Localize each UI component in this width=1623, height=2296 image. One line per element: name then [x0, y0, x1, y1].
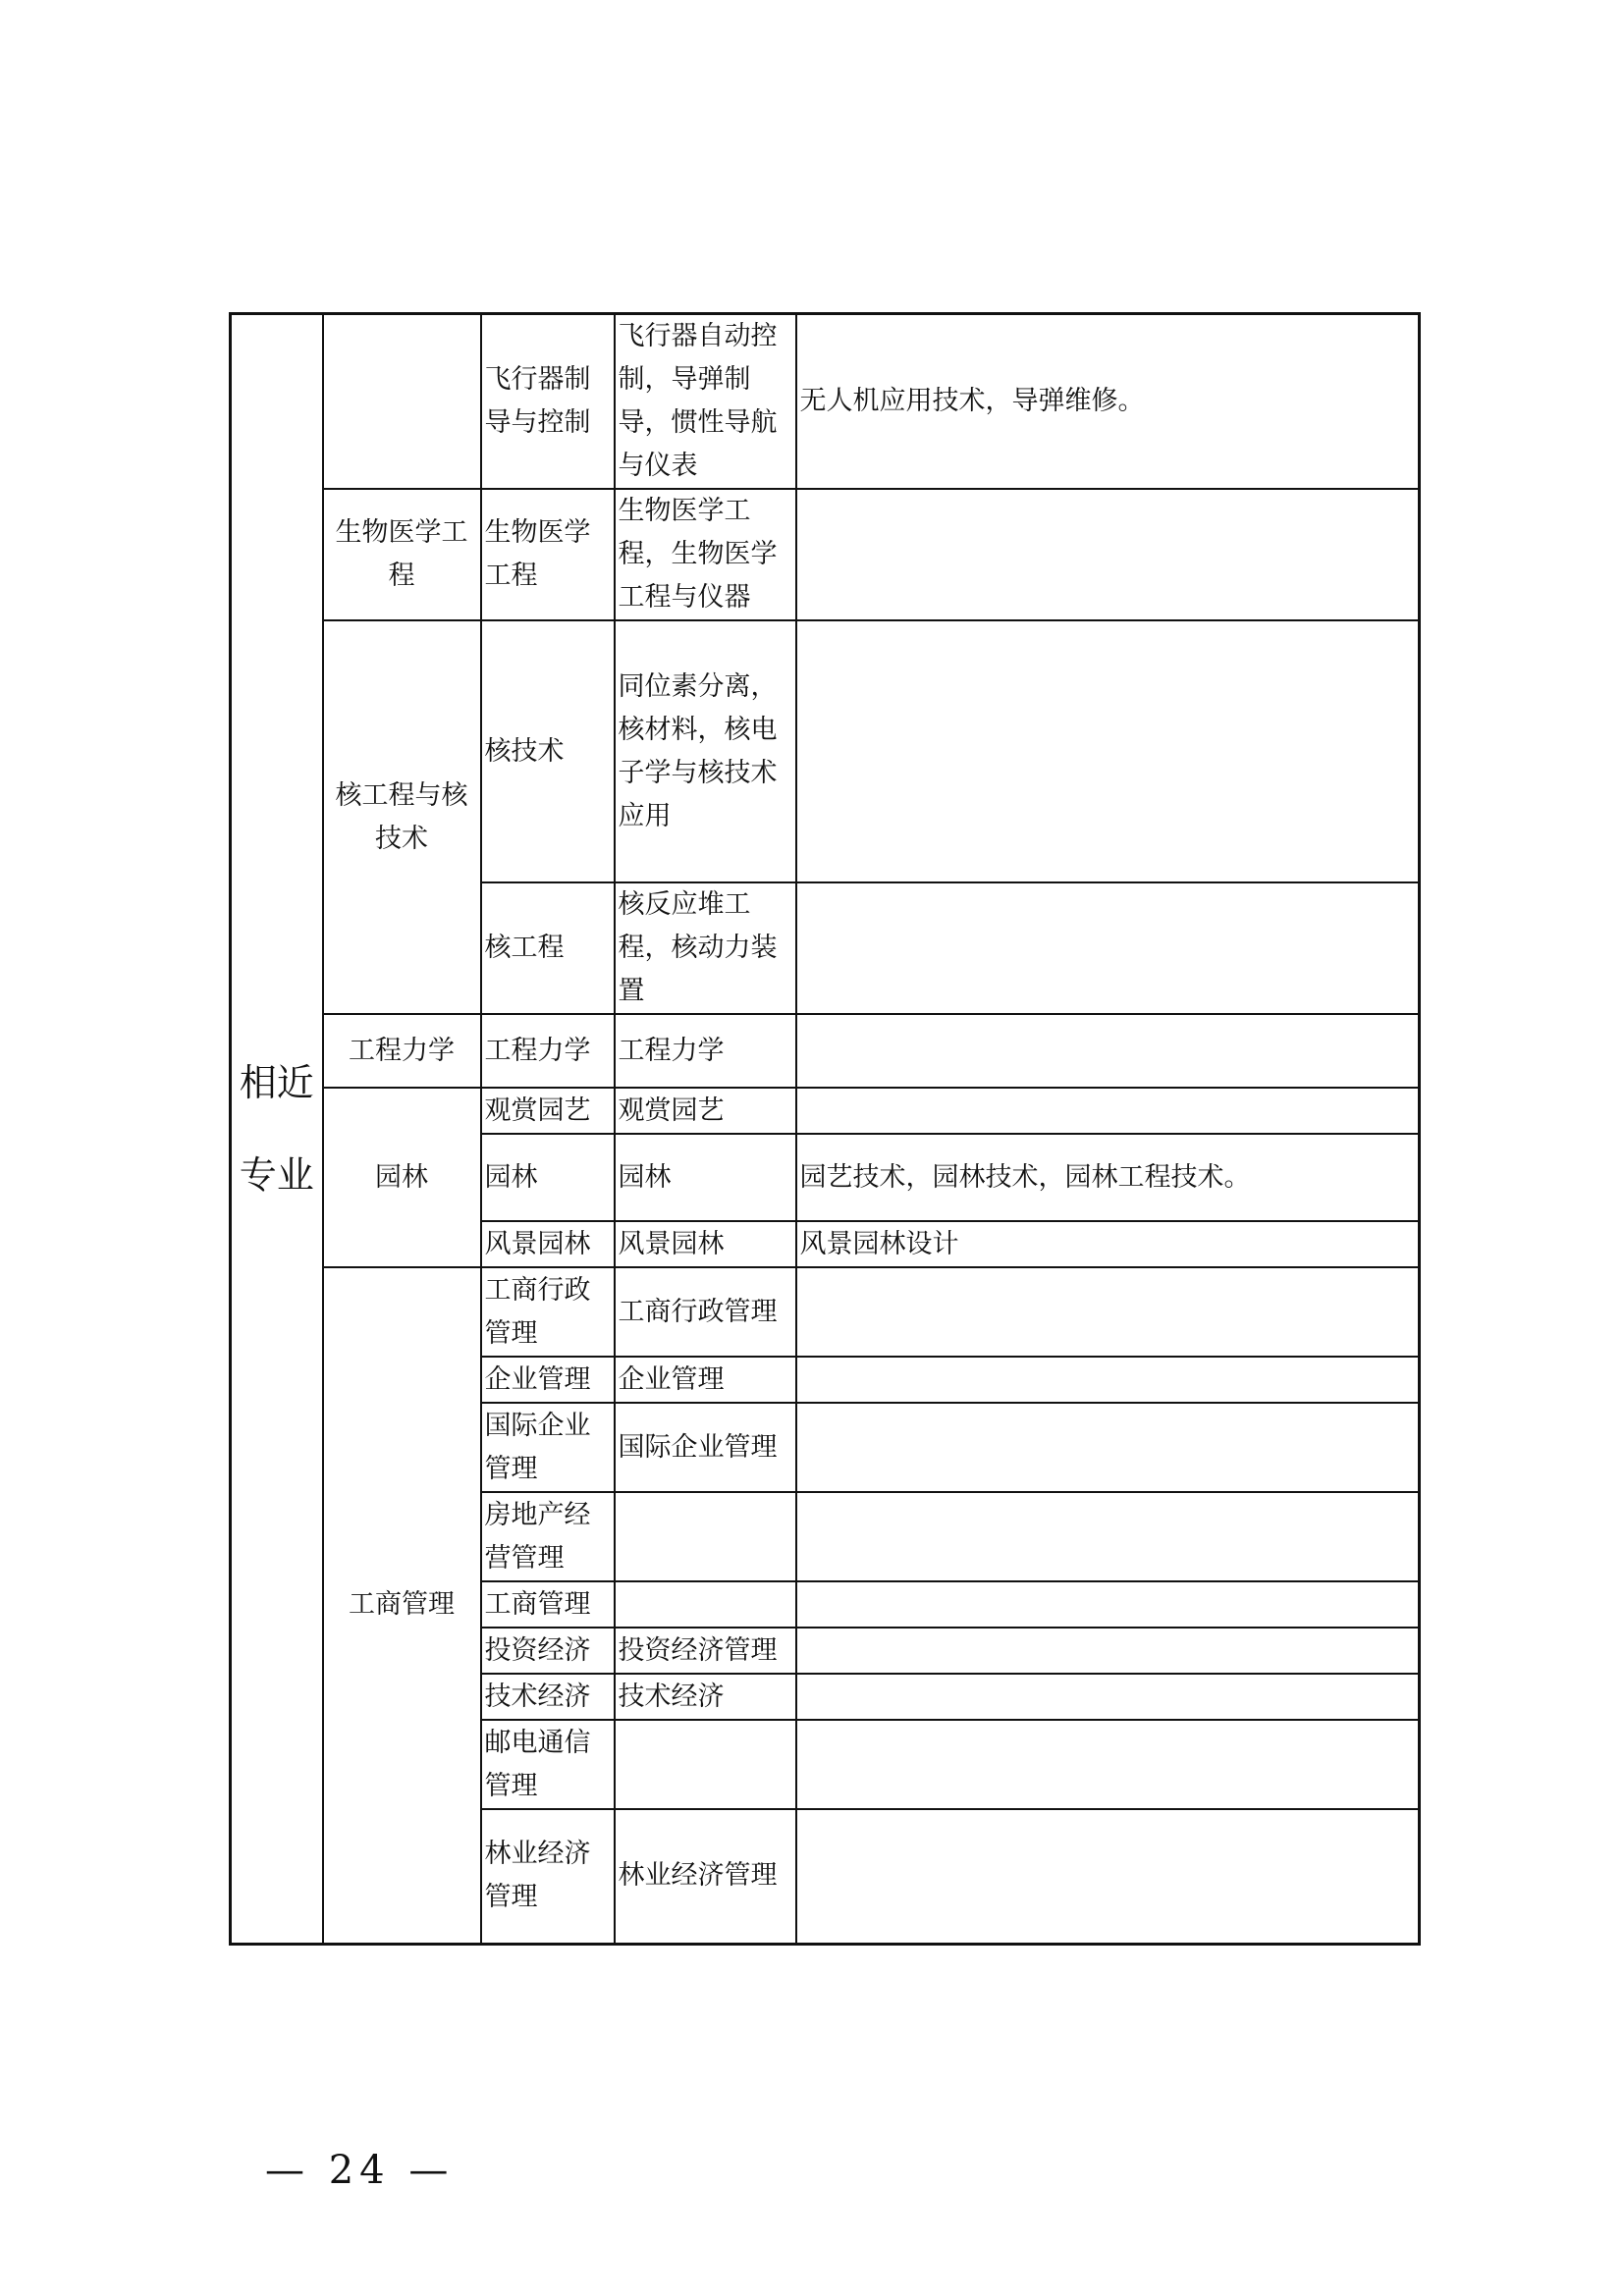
table-row	[231, 314, 1420, 490]
table-row	[231, 620, 1420, 882]
direction-cell: 观赏园艺	[615, 1088, 796, 1134]
related-cell	[796, 1014, 1420, 1088]
table-row	[231, 489, 1420, 620]
direction-cell	[615, 1581, 796, 1628]
subject-cell: 技术经济	[481, 1674, 615, 1720]
related-cell	[796, 489, 1420, 620]
category-cell: 相近专业	[231, 314, 323, 1945]
related-cell	[796, 1628, 1420, 1674]
major-cell: 园林	[323, 1088, 481, 1267]
related-cell	[796, 1088, 1420, 1134]
subject-cell: 园林	[481, 1134, 615, 1221]
subject-cell: 工商行政管理	[481, 1267, 615, 1357]
direction-cell: 工商行政管理	[615, 1267, 796, 1357]
direction-cell: 园林	[615, 1134, 796, 1221]
major-cell	[323, 314, 481, 490]
related-cell: 园艺技术，园林技术，园林工程技术。	[796, 1134, 1420, 1221]
subject-cell: 工程力学	[481, 1014, 615, 1088]
subject-cell: 核工程	[481, 882, 615, 1014]
subject-cell: 房地产经营管理	[481, 1492, 615, 1581]
direction-cell: 飞行器自动控制，导弹制导，惯性导航与仪表	[615, 314, 796, 490]
major-cell: 工程力学	[323, 1014, 481, 1088]
table-row	[231, 1267, 1420, 1357]
subject-cell: 邮电通信管理	[481, 1720, 615, 1809]
subject-cell: 风景园林	[481, 1221, 615, 1267]
subject-cell: 工商管理	[481, 1581, 615, 1628]
direction-cell: 林业经济管理	[615, 1809, 796, 1944]
subject-cell: 林业经济管理	[481, 1809, 615, 1944]
direction-cell: 企业管理	[615, 1357, 796, 1403]
subject-cell: 投资经济	[481, 1628, 615, 1674]
major-cell: 核工程与核技术	[323, 620, 481, 1014]
related-cell: 无人机应用技术，导弹维修。	[796, 314, 1420, 490]
page-number: — 24 —	[265, 2148, 455, 2193]
direction-cell: 风景园林	[615, 1221, 796, 1267]
direction-cell: 生物医学工程，生物医学工程与仪器	[615, 489, 796, 620]
related-cell	[796, 1403, 1420, 1492]
table-row	[231, 1088, 1420, 1134]
related-cell	[796, 620, 1420, 882]
subject-cell: 企业管理	[481, 1357, 615, 1403]
related-cell	[796, 1357, 1420, 1403]
specialty-table	[229, 312, 1421, 1946]
subject-cell: 国际企业管理	[481, 1403, 615, 1492]
direction-cell: 技术经济	[615, 1674, 796, 1720]
related-cell	[796, 1492, 1420, 1581]
subject-cell: 生物医学工程	[481, 489, 615, 620]
subject-cell: 飞行器制导与控制	[481, 314, 615, 490]
subject-cell: 观赏园艺	[481, 1088, 615, 1134]
related-cell	[796, 1809, 1420, 1944]
related-cell: 风景园林设计	[796, 1221, 1420, 1267]
related-cell	[796, 1720, 1420, 1809]
table-row	[231, 1014, 1420, 1088]
related-cell	[796, 882, 1420, 1014]
direction-cell	[615, 1492, 796, 1581]
direction-cell: 核反应堆工程，核动力装置	[615, 882, 796, 1014]
direction-cell: 同位素分离，核材料，核电子学与核技术应用	[615, 620, 796, 882]
direction-cell: 工程力学	[615, 1014, 796, 1088]
subject-cell: 核技术	[481, 620, 615, 882]
direction-cell: 国际企业管理	[615, 1403, 796, 1492]
major-cell: 生物医学工程	[323, 489, 481, 620]
related-cell	[796, 1674, 1420, 1720]
major-cell: 工商管理	[323, 1267, 481, 1944]
related-cell	[796, 1267, 1420, 1357]
related-cell	[796, 1581, 1420, 1628]
direction-cell: 投资经济管理	[615, 1628, 796, 1674]
direction-cell	[615, 1720, 796, 1809]
